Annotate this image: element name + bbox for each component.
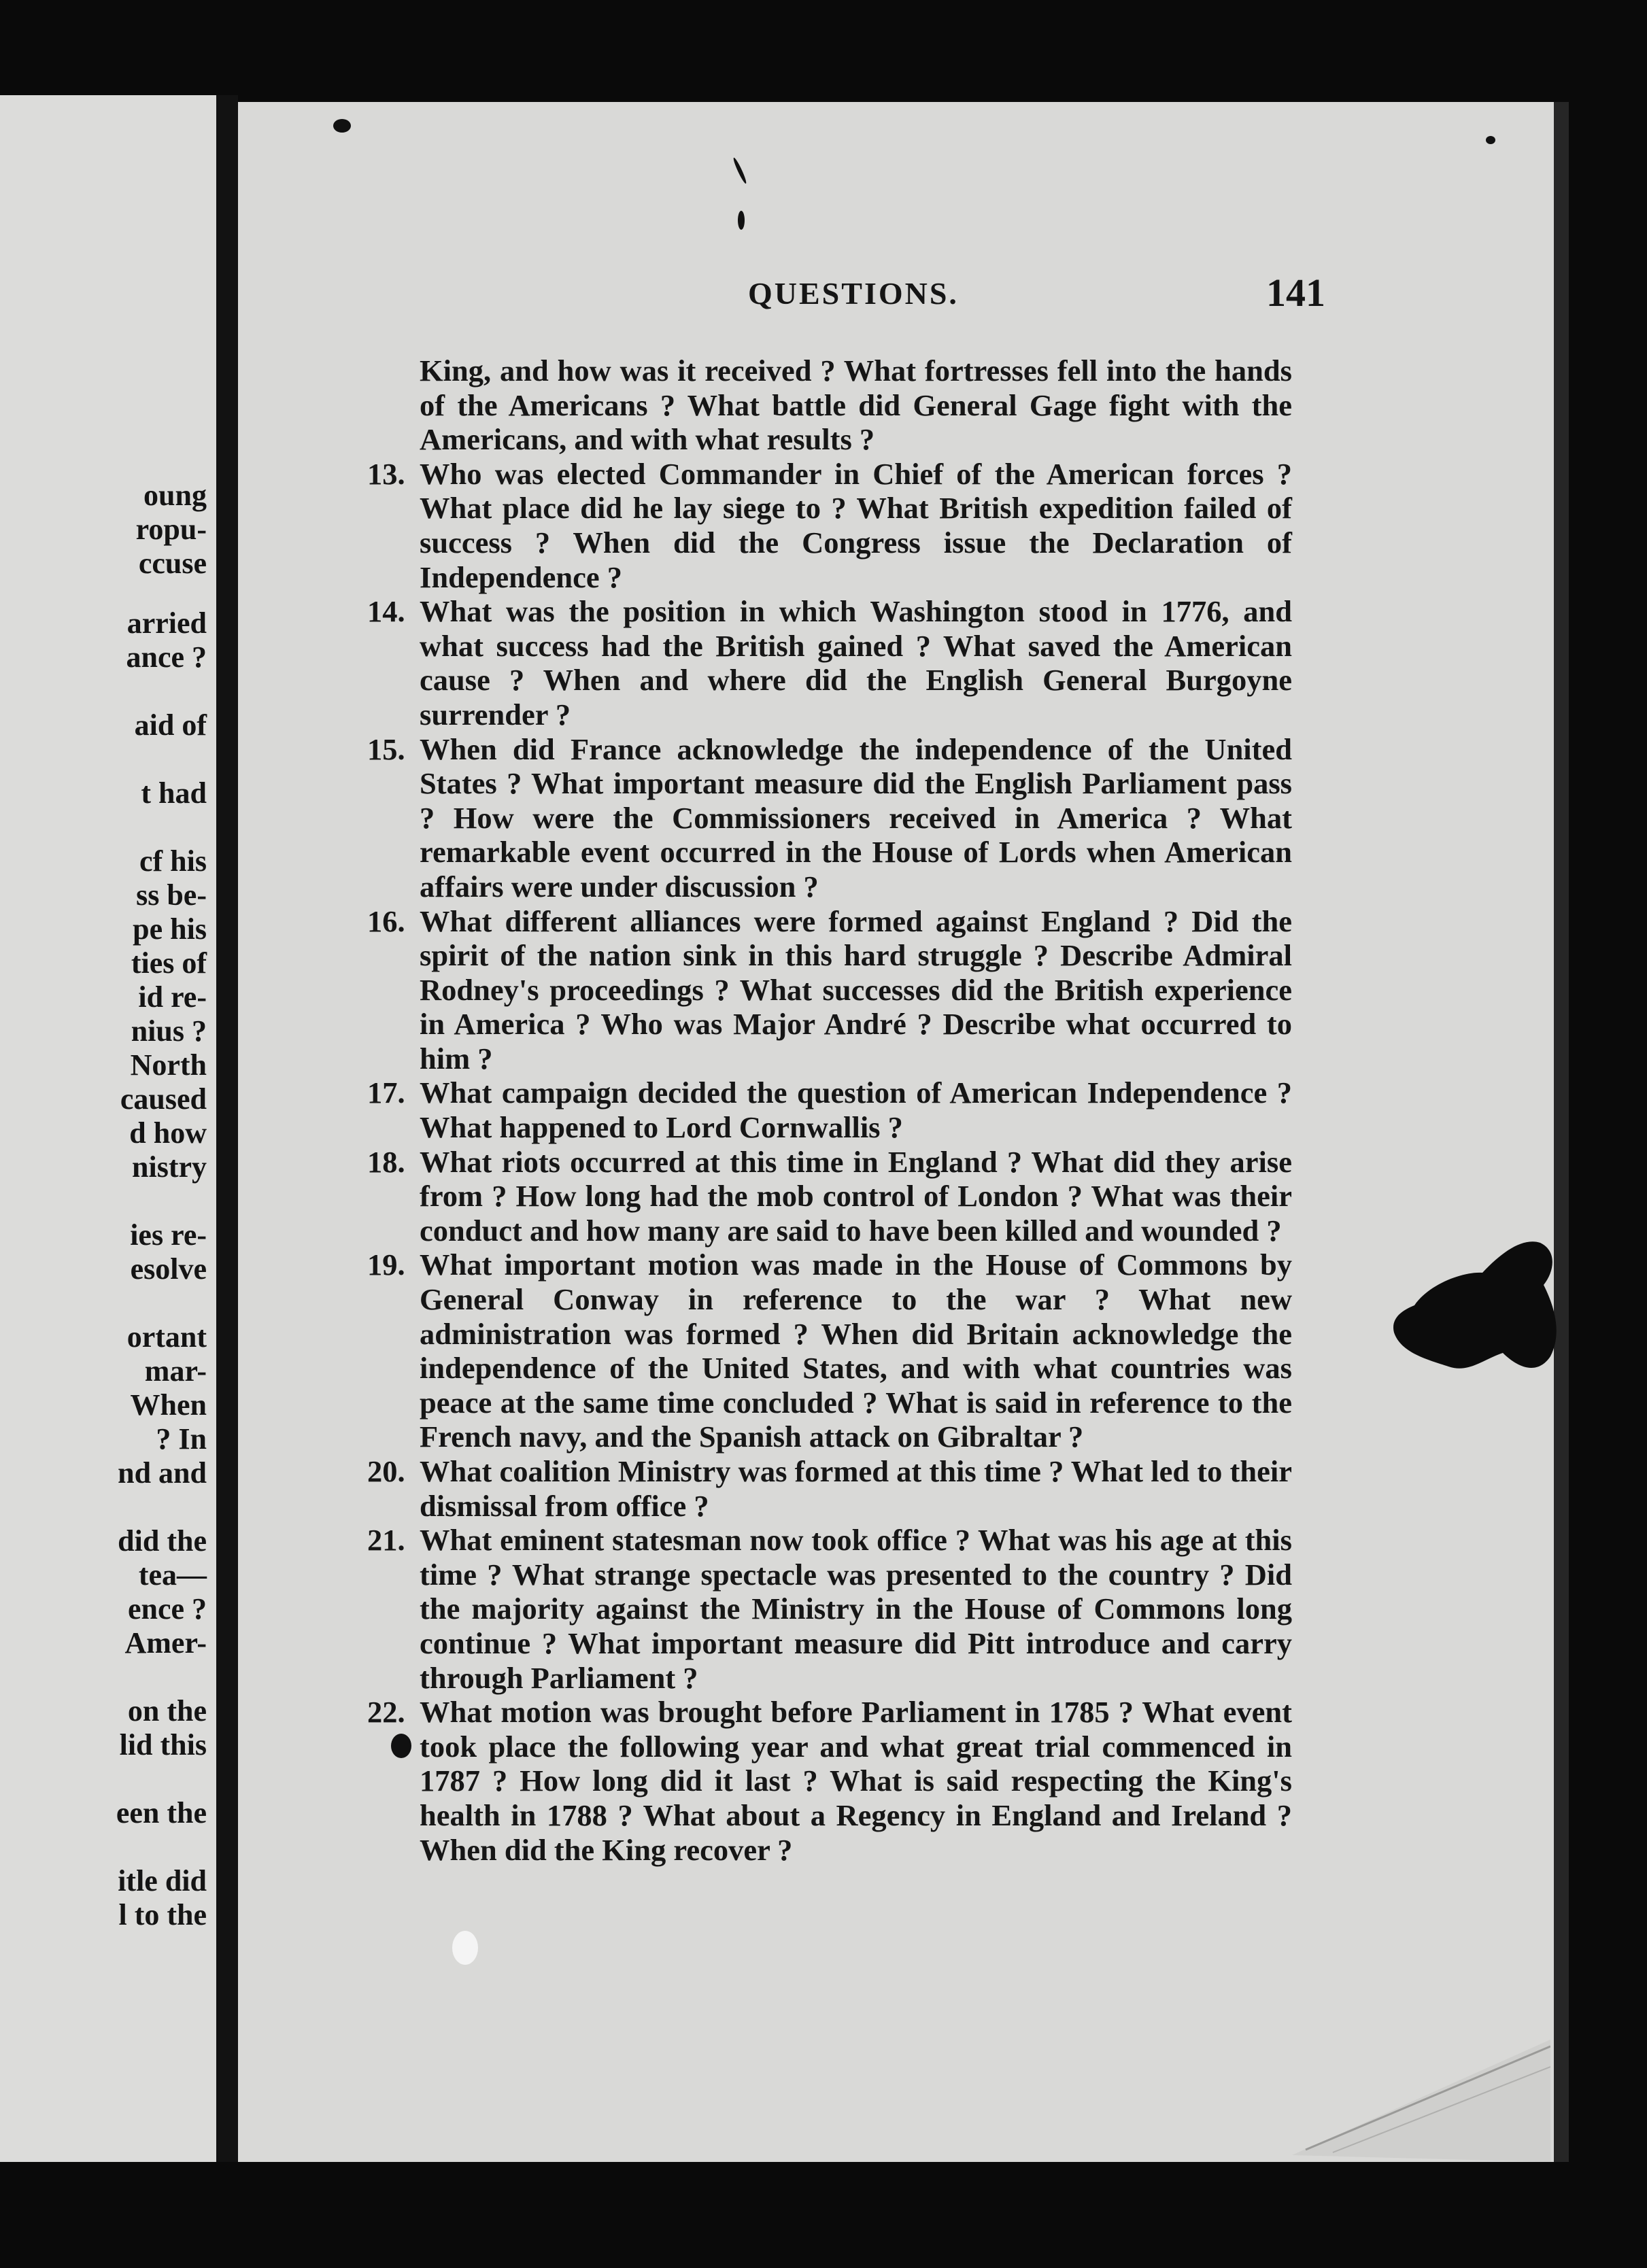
right-page — [238, 102, 1554, 2162]
left-page-line: ropu- — [135, 513, 207, 546]
left-page-line: did the — [118, 1524, 207, 1558]
left-page-line: cf his — [139, 844, 207, 878]
left-page-line: een the — [116, 1796, 207, 1829]
left-page-line: ies re- — [130, 1218, 207, 1252]
left-page-line: caused — [120, 1082, 207, 1116]
question-paragraph — [367, 457, 1292, 594]
question-number: 20. — [367, 1454, 405, 1488]
left-page-line: ance ? — [126, 640, 207, 674]
question-paragraph — [367, 904, 1292, 1076]
left-page-line: nd and — [118, 1456, 207, 1490]
question-paragraph — [367, 1523, 1292, 1695]
ink-speck — [391, 1734, 411, 1758]
left-page-line: esolve — [130, 1252, 207, 1286]
question-paragraph — [367, 1248, 1292, 1454]
left-page-line: t had — [141, 776, 207, 810]
left-page-line: Amer- — [124, 1626, 207, 1660]
left-page-line: North — [130, 1048, 207, 1082]
left-page-line: When — [130, 1388, 207, 1422]
question-text: Who was elected Commander in Chief of the American forces ? What place did he lay siege to ? What British expedition failed of success ? When did the Congress issue the Declaration of Independence ? — [420, 456, 1292, 594]
question-text: What was the position in which Washington stood in 1776, and what success had the British gained ? What saved the American cause ? When and where did the English General Burgoyne surrender ? — [420, 594, 1292, 732]
left-page-line: tea— — [138, 1558, 207, 1592]
left-page-fragment — [0, 95, 216, 2162]
left-page-line: id re- — [138, 980, 207, 1014]
book-gutter — [216, 95, 238, 2162]
page-header-title: QUESTIONS. — [748, 276, 959, 311]
question-paragraph — [367, 1454, 1292, 1523]
left-page-line: on the — [127, 1694, 207, 1728]
question-text: What motion was brought before Parliament in 1785 ? What event took place the following year and what great trial commenced in 1787 ? How long did it last ? What is said respecting the King's health in 1788 ? What about a Regency in England and Ireland ? When did the King recover ? — [420, 1695, 1292, 1867]
ink-speck — [1486, 136, 1495, 144]
left-page-line: ence ? — [127, 1592, 207, 1626]
question-number: 19. — [367, 1248, 405, 1282]
question-paragraph — [367, 1695, 1292, 1867]
ink-blot — [1387, 1231, 1564, 1407]
question-text: When did France acknowledge the independence of the United States ? What important measure did the English Parliament pass ? How were the Commissioners received in America ? What remarkable event occurred in the House of Lords when American affairs were under discussion ? — [420, 732, 1292, 904]
question-paragraph — [367, 1076, 1292, 1144]
questions-body — [367, 354, 1292, 1867]
left-page-line: mar- — [144, 1354, 207, 1388]
left-page-line: arried — [126, 606, 207, 640]
paper-flaw — [452, 1931, 478, 1965]
left-page-line: pe his — [133, 912, 207, 946]
left-page-line: ortant — [126, 1320, 207, 1354]
left-page-line: oung — [143, 479, 207, 512]
page-number: 141 — [1266, 271, 1325, 315]
corner-crease — [1292, 1992, 1550, 2162]
ink-speck — [738, 211, 745, 230]
question-number: 16. — [367, 904, 405, 938]
left-page-line: ? In — [156, 1422, 207, 1456]
question-paragraph — [367, 732, 1292, 904]
left-page-line: d how — [129, 1116, 207, 1150]
question-text: What riots occurred at this time in England ? What did they arise from ? How long had the mob control of London ? What was their conduct and how many are said to have been killed and wounded ? — [420, 1144, 1292, 1248]
question-text: What coalition Ministry was formed at this time ? What led to their dismissal from office ? — [420, 1454, 1292, 1523]
question-text: What different alliances were formed against England ? Did the spirit of the nation sink in this hard struggle ? Describe Admiral Rodney's proceedings ? What successes did the British experience in America ? Who was Major André ? Describe what occurred to him ? — [420, 904, 1292, 1076]
left-page-line: ccuse — [138, 547, 207, 580]
left-page-line: aid of — [134, 708, 207, 742]
left-page-line: lid this — [119, 1728, 207, 1762]
page-edge — [1554, 102, 1569, 2162]
question-number: 14. — [367, 594, 405, 629]
question-text: What important motion was made in the House of Commons by General Conway in reference to the war ? What new administration was formed ? When did Britain acknowledge the independence of the United States, and with what countries was peace at the same time concluded ? What is said in reference to the French navy, and the Spanish attack on Gibraltar ? — [420, 1248, 1292, 1454]
ink-speck — [333, 119, 351, 133]
question-number: 17. — [367, 1076, 405, 1110]
left-page-line: ties of — [131, 946, 207, 980]
left-page-line: nius ? — [131, 1014, 207, 1048]
ink-speck — [732, 157, 747, 185]
question-number: 21. — [367, 1523, 405, 1558]
question-number: 13. — [367, 456, 405, 491]
question-text: What eminent statesman now took office ? What was his age at this time ? What strange spectacle was presented to the country ? Did the majority against the Ministry in the House of Commons long continue ? What important measure did Pitt introduce and carry through Parliament ? — [420, 1523, 1292, 1695]
question-text: What campaign decided the question of American Independence ? What happened to Lord Cornwallis ? — [420, 1076, 1292, 1145]
question-number: 22. — [367, 1695, 405, 1730]
question-number: 15. — [367, 732, 405, 766]
left-page-line: nistry — [132, 1150, 207, 1184]
left-page-line: itle did — [118, 1864, 207, 1897]
question-number: 18. — [367, 1144, 405, 1179]
left-page-line: ss be- — [136, 878, 207, 912]
question-paragraph — [367, 354, 1292, 457]
question-text: King, and how was it received ? What fortresses fell into the hands of the Americans ? What battle did General Gage fight with the Americans, and with what results ? — [420, 354, 1292, 457]
question-paragraph — [367, 594, 1292, 732]
running-head — [238, 271, 1554, 323]
question-paragraph — [367, 1145, 1292, 1248]
left-page-line: l to the — [118, 1898, 207, 1931]
